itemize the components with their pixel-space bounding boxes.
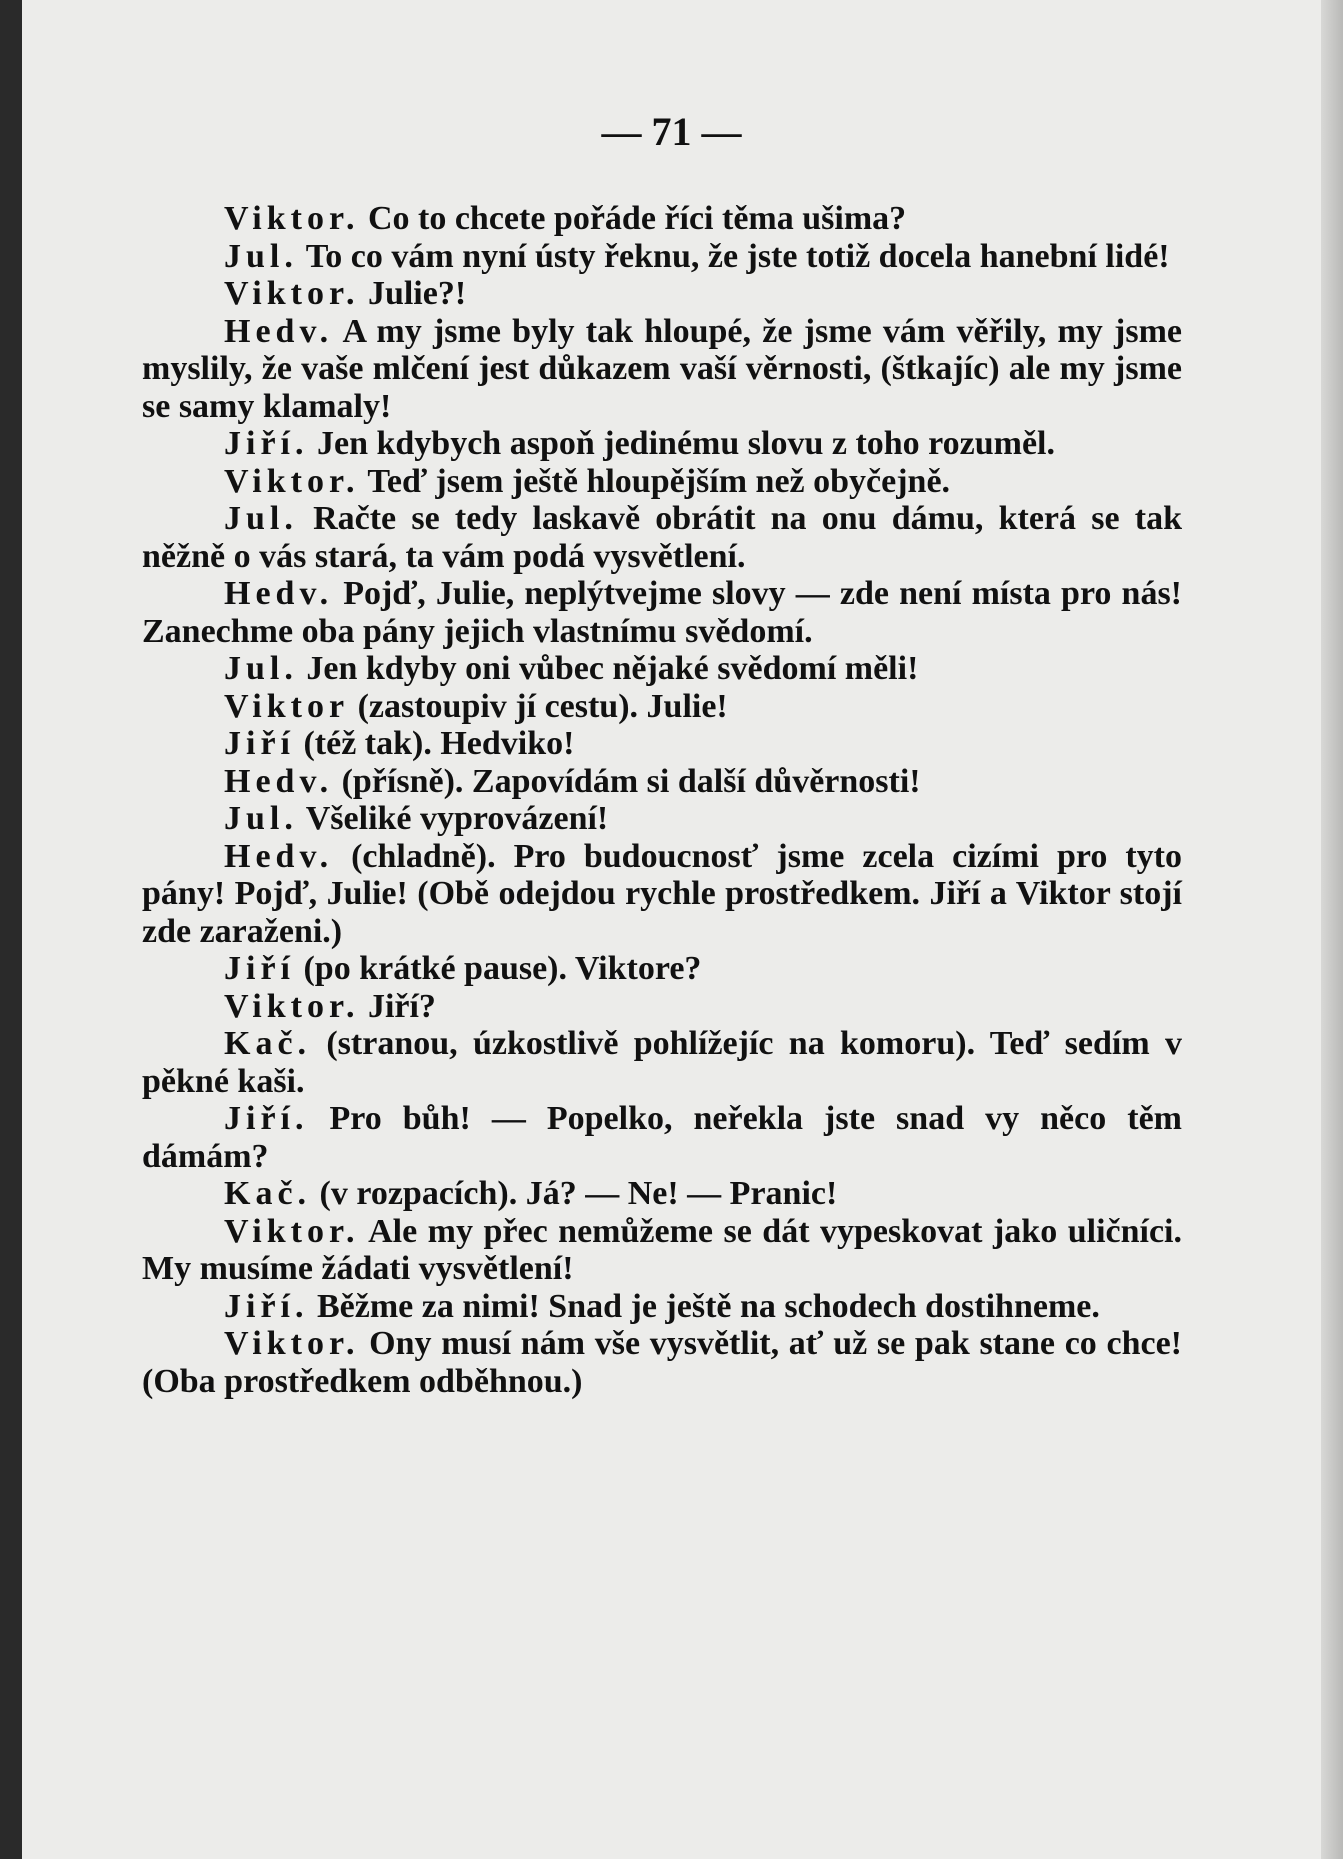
speaker-name: Jiří. (224, 1287, 309, 1325)
dialogue-line (142, 988, 1182, 1026)
dialogue-line (142, 1325, 1182, 1400)
line-text: Ony musí nám vše vysvětlit, ať už se pak stane co chce! (Oba prostředkem odběhnou.) (142, 1325, 1182, 1400)
speaker-name: Kač. (224, 1025, 312, 1062)
scan-edge-left (0, 0, 22, 1859)
speaker-name: Hedv. (224, 312, 334, 350)
dialogue-line (142, 1288, 1182, 1326)
speaker-name: Jiří. (224, 1100, 309, 1137)
dialogue-line (142, 575, 1182, 650)
dialogue-line (142, 425, 1182, 463)
dialogue-line (142, 238, 1182, 276)
line-text: Běžme za nimi! Snad je ještě na schodech dostihneme. (308, 1287, 1100, 1325)
dialogue-line (142, 1025, 1182, 1100)
line-text: Jen kdyby oni vůbec nějaké svědomí měli! (297, 650, 919, 687)
speaker-name: Jul. (224, 650, 298, 687)
dialogue-line (142, 1213, 1182, 1288)
speaker-name: Viktor (224, 687, 350, 725)
line-text: (v rozpacích). Já? — Ne! — Pranic! (311, 1175, 838, 1212)
dialogue-line (142, 1100, 1182, 1175)
speaker-name: Viktor. (224, 1325, 360, 1362)
line-text: Jen kdybych aspoň jedinému slovu z toho rozuměl. (308, 425, 1056, 462)
line-text: Pojď, Julie, neplýtvejme slovy — zde není místa pro nás! Zanechme oba pány jejich vlastnímu svědomí. (142, 575, 1182, 650)
dialogue-line (142, 500, 1182, 575)
dialogue-text (142, 200, 1182, 1400)
dialogue-line (142, 838, 1182, 951)
speaker-name: Viktor. (224, 1212, 360, 1250)
speaker-name: Jiří (224, 725, 295, 762)
line-text: Všeliké vyprovázení! (297, 800, 609, 837)
line-text: Jiří? (359, 987, 436, 1025)
scan-edge-right (1321, 0, 1343, 1859)
line-text: Ale my přec nemůžeme se dát vypeskovat jako uličníci. My musíme žádati vysvětlení! (142, 1212, 1182, 1287)
speaker-name: Hedv. (224, 575, 334, 612)
dialogue-line (142, 650, 1182, 688)
line-text: (též tak). Hedviko! (294, 725, 575, 762)
speaker-name: Hedv. (224, 762, 334, 800)
line-text: Co to chcete pořáde říci těma ušima? (359, 200, 907, 237)
speaker-name: Jiří (224, 950, 295, 987)
dialogue-line (142, 200, 1182, 238)
dialogue-line (142, 763, 1182, 801)
line-text: A my jsme byly tak hloupé, že jsme vám věřily, my jsme myslily, že vaše mlčení jest důkazem vaší věrnosti, (štkajíc) ale my jsme se samy klamaly! (142, 312, 1182, 425)
page-number: — 71 — (601, 109, 742, 154)
dialogue-line (142, 800, 1182, 838)
line-text: (po krátké pause). Viktore? (294, 950, 702, 987)
line-text: Pro bůh! — Popelko, neřekla jste snad vy něco těm dámám? (142, 1100, 1182, 1175)
line-text: To co vám nyní ústy řeknu, že jste totiž docela hanební lidé! (297, 237, 1170, 275)
dialogue-line (142, 950, 1182, 988)
speaker-name: Jul. (224, 237, 298, 275)
line-text: (stranou, úzkostlivě pohlížejíc na komoru). Teď sedím v pěkné kaši. (142, 1025, 1182, 1100)
line-text: Julie?! (359, 275, 467, 312)
dialogue-line (142, 463, 1182, 501)
line-text: (zastoupiv jí cestu). Julie! (349, 687, 728, 725)
line-text: (přísně). Zapovídám si další důvěrnosti! (333, 762, 921, 800)
line-text: (chladně). Pro budoucnosť jsme zcela cizími pro tyto pány! Pojď, Julie! (Obě odejdou rychle prostředkem. Jiří a Viktor stojí zde zaraženi.) (142, 837, 1182, 950)
speaker-name: Hedv. (224, 837, 334, 875)
speaker-name: Jiří. (224, 425, 309, 462)
line-text: Račte se tedy laskavě obrátit na onu dámu, která se tak něžně o vás stará, ta vám podá vysvětlení. (142, 500, 1182, 575)
speaker-name: Jul. (224, 800, 298, 837)
speaker-name: Viktor. (224, 987, 360, 1025)
dialogue-line (142, 725, 1182, 763)
speaker-name: Kač. (224, 1175, 312, 1212)
speaker-name: Jul. (224, 500, 298, 537)
dialogue-line (142, 275, 1182, 313)
dialogue-line (142, 1175, 1182, 1213)
dialogue-line (142, 313, 1182, 426)
speaker-name: Viktor. (224, 200, 360, 237)
speaker-name: Viktor. (224, 462, 360, 500)
line-text: Teď jsem ještě hloupějším než obyčejně. (359, 462, 951, 500)
dialogue-line (142, 688, 1182, 726)
speaker-name: Viktor. (224, 275, 360, 312)
